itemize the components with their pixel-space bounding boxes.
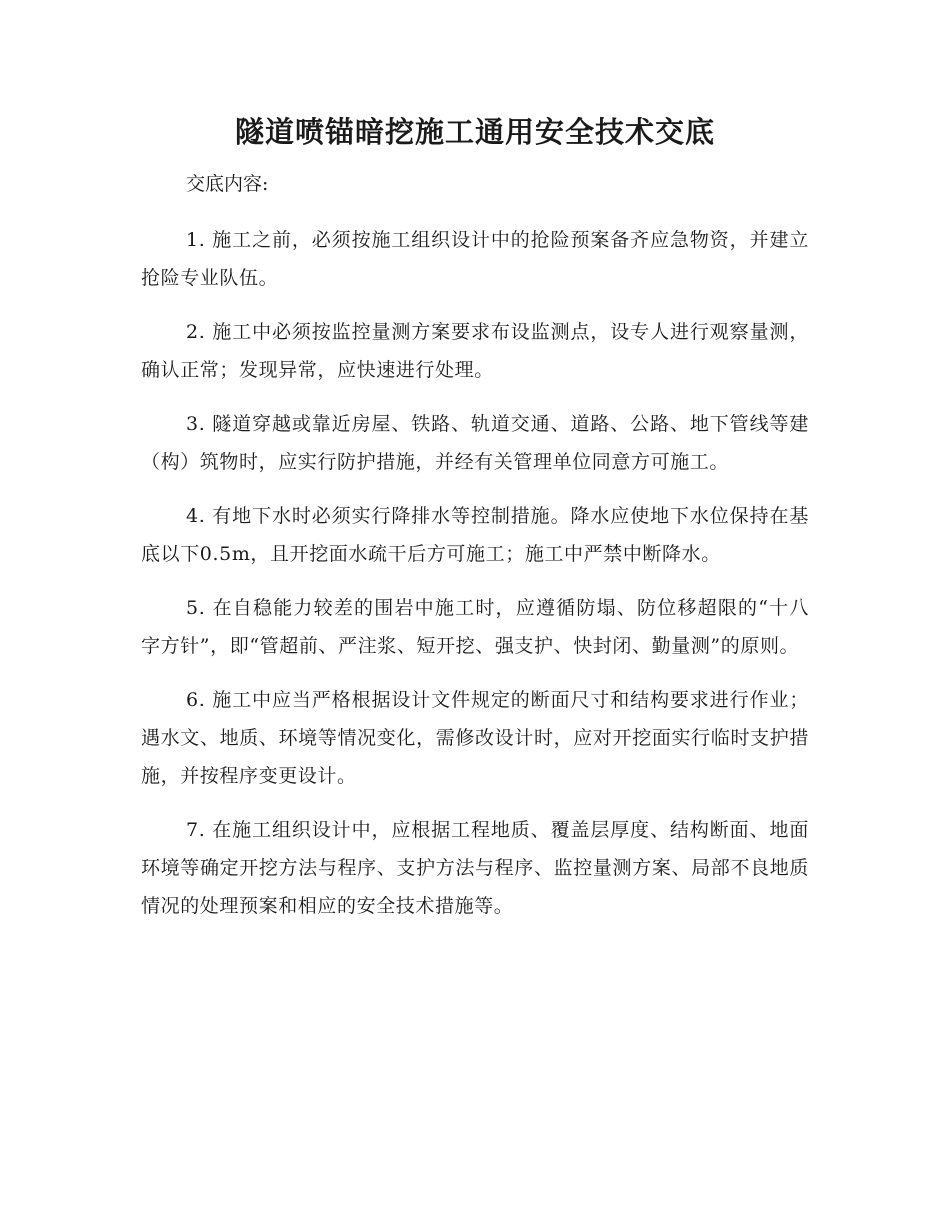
paragraph-list xyxy=(141,221,809,941)
paragraph-item-5: 5. 在自稳能力较差的围岩中施工时，应遵循防塌、防位移超限的“十八字方针”，即“管超前、严注浆、短开挖、强支护、快封闭、勤量测”的原则。 xyxy=(141,597,809,657)
paragraph-item-7: 7. 在施工组织设计中，应根据工程地质、覆盖层厚度、结构断面、地面环境等确定开挖方法与程序、支护方法与程序、监控量测方案、局部不良地质情况的处理预案和相应的安全技术措施等。 xyxy=(141,819,809,917)
paragraph-item-6: 6. 施工中应当严格根据设计文件规定的断面尺寸和结构要求进行作业；遇水文、地质、环境等情况变化，需修改设计时，应对开挖面实行临时支护措施，并按程序变更设计。 xyxy=(141,689,809,787)
paragraph-item-2: 2. 施工中必须按监控量测方案要求布设监测点，设专人进行观察量测，确认正常；发现异常，应快速进行处理。 xyxy=(141,321,809,381)
paragraph-item-4: 4. 有地下水时必须实行降排水等控制措施。降水应使地下水位保持在基底以下0.5m，且开挖面水疏干后方可施工；施工中严禁中断降水。 xyxy=(141,505,809,565)
document-title: 隧道喷锚暗挖施工通用安全技术交底 xyxy=(234,115,715,149)
paragraph-item-1: 1. 施工之前，必须按施工组织设计中的抢险预案备齐应急物资，并建立抢险专业队伍。 xyxy=(141,229,809,289)
intro-label: 交底内容: xyxy=(186,173,269,195)
paragraph-item-3: 3. 隧道穿越或靠近房屋、铁路、轨道交通、道路、公路、地下管线等建（构）筑物时，应实行防护措施，并经有关管理单位同意方可施工。 xyxy=(141,413,809,473)
